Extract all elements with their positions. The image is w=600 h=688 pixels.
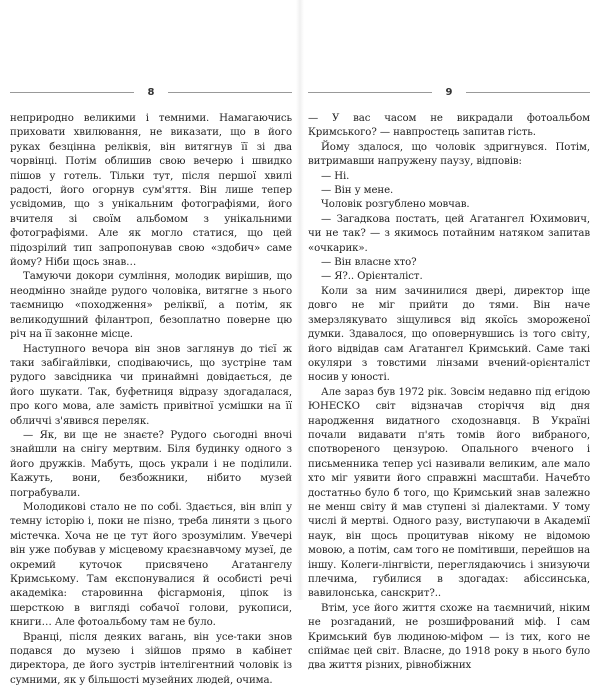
left-page-header bbox=[10, 86, 292, 100]
left-page-text bbox=[10, 112, 292, 688]
paragraph: Чоловік розгублено мовчав. bbox=[321, 199, 470, 211]
page-number: 8 bbox=[147, 87, 155, 98]
paragraph: Вранці, після деяких вагань, він усе-таки знов подався до музею і зійшов прямо в кабінет директора, де його зустрів інтелігентний чоловік із сумними, як у більшості музейних людей, очима. bbox=[10, 631, 292, 686]
book-gutter bbox=[296, 0, 304, 600]
paragraph: Коли за ним зачинилися двері, директор іще довго не міг прийти до тями. Він наче змерзлякувато зіщулився від якоїсь змороженої думки. Здавалося, що оповернувшись із того світу, його відвідав сам Агатангел Кримський. Саме такі окуляри з товстими лінзами вчений-орієнталіст носив у юності. bbox=[308, 285, 590, 384]
paragraph: — У вас часом не викрадали фотоальбом Кримського? — навпростець запитав гість. bbox=[308, 113, 590, 139]
paragraph: Йому здалося, що чоловік здригнувся. Потім, витримавши напружену паузу, відповів: bbox=[308, 141, 590, 168]
right-page-text bbox=[308, 112, 590, 674]
paragraph: — Загадкова постать, цей Агатангел Юхимович, чи не так? — з якимось потайним натяком запитав «очкарик». bbox=[308, 213, 590, 254]
header-rule bbox=[466, 92, 590, 93]
page-number: 9 bbox=[445, 87, 453, 98]
left-page bbox=[10, 0, 292, 686]
header-rule bbox=[308, 92, 432, 93]
header-rule bbox=[10, 92, 134, 93]
paragraph: — Ні. bbox=[321, 170, 350, 182]
paragraph: — Я?.. Орієнталіст. bbox=[321, 271, 423, 283]
paragraph: неприродно великими і темними. Намагаючись приховати хвилювання, не виказати, що в його руках безцінна реліквія, він витягнув її зі два чорвінці. Потім облишив свою вечерю і швидко пішов у готель. Тільки тут, після першої хвилі радості, його огорнув сум'яття. Він лише тепер усвідомив, що з унікальним фотографіями, його вчителя зі своїм альбомом з унікальними фотографіями. Але як могло статися, що цей підозрілий тип запропонував свою «здобич» саме йому? Ніби щось знав… bbox=[10, 113, 292, 269]
paragraph: — Як, ви ще не знаєте? Рудого сьогодні вночі знайшли на снігу мертвим. Біля будинку одного з його дружків. Мабуть, щось украли і не поділили. Кажуть, вони, безбожники, нібито музей пограбували. bbox=[10, 429, 292, 499]
paragraph: — Він у мене. bbox=[321, 185, 394, 197]
right-page-header bbox=[308, 86, 590, 100]
paragraph: Молодикові стало не по собі. Здається, він вліп у темну історію і, поки не пізно, треба линяти з цього містечка. Хоча не це тут його зрозумілим. Увечері він уже побував у місцевому краєзнавчому музеї, де окремий куточок присвячено Агатангелу Кримському. Там експонувалися й особисті речі академіка: старовинна фісгармонія, ціпок із шерсткою в вигляді собачої голови, рукописи, книги… Але фотоальбому там не було. bbox=[10, 501, 292, 629]
header-rule bbox=[168, 92, 292, 93]
paragraph: Втім, усе його життя схоже на таємничий, ніким не розгаданий, не розшифрований міф. І сам Кримський був людиною-міфом — із тих, кого не спіймає цей світ. Власне, до 1918 року в нього було два життя різних, рівнобіжних bbox=[308, 602, 590, 672]
right-page bbox=[308, 0, 590, 672]
paragraph: Тамуючи докори сумління, молодик вирішив, що неодмінно знайде рудого чоловіка, витягне з нього таємницю «походження» реліквії, а потім, як великодушний філантроп, безоплатно поверне цю річ на її законне місце. bbox=[10, 271, 292, 341]
paragraph: Але зараз був 1972 рік. Зовсім недавно під егідою ЮНЕСКО світ відзначав сторіччя від дня народження видатного сходознавця. В Україні почали видавати п'ять томів його вибраного, спотвореного цензурою. Опального вченого і письменника тепер усі називали великим, але мало хто міг уявити його справжні масштаби. Начебто достатньо було б того, що Кримський знав залежно не менш світу й мав ступені зі діалектами. У тому числі й мертві. Одного разу, виступаючи в Академії наук, він щось процитував нікому не відомою мовою, а потім, сам того не помітивши, перейшов на іншу. Колеги-лінгвісти, переглядаючись і знизуючи плечима, губилися в здогадах: абіссинська, вавилонська, санскрит?.. bbox=[308, 386, 590, 600]
paragraph: — Він власне хто? bbox=[321, 257, 417, 269]
paragraph: Наступного вечора він знов заглянув до тієї ж таки забігайлівки, сподіваючись, що зустріне там рудого завсідника чи принаймні довідається, де його шукати. Так, буфетниця відразу здогадалася, про кого мова, але замість привітної усмішки на її обличчі з'явився переляк. bbox=[10, 343, 292, 427]
